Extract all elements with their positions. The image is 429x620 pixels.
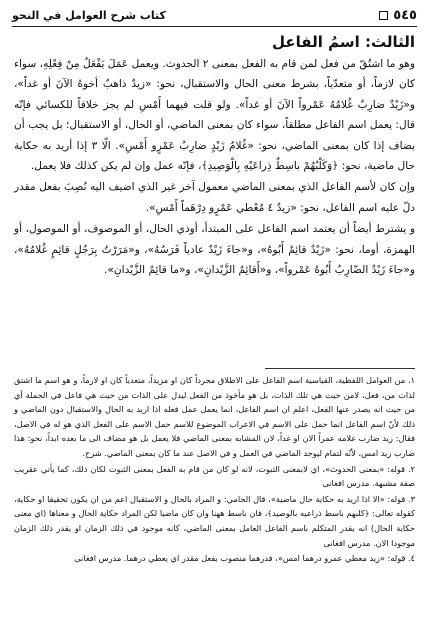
footnote: ١. من العوامل اللفظية، القياسية اسم الفاعل على الاطلاق مجرداً كان او مزيداً، متعدياً كان او لازماً، و هو اسم ما اشتق لذات من، فعل، لامن حيث هي تلك الذات، بل هو مأخوذ من الفعل ليدل على الذات من حيث هي فاعل في الجملة أي من حيث انه يصدر عنها الفعل، اعلم ان اسم الفاعل، انما يعمل عمل فعله اذا اريد به الحال والاستقبال دون الماضي و ذلك لأنّ اسم الفاعل انما حمل على الاسم في الاعراب الموضوع للاسم حمل الاسم على الفعل الذي هو له في الاصل، فقال: زيد ضارب غلامه عمراً الان او غداً، لان المشابه بمعنى الماضي فلا يعمل بل هو مضاف الى ما بعده ابداً، نحو: هذا ضارب زيد امس، لأنّه لتمام ليوجد الماضي في العمل و في الاصل عند ما كان بمعنى الماضي. شرح. — [14, 375, 415, 458]
footnote: ٢. قوله: «بمعنى الحدوث»، اي لابمعنى الثبوت، لانه لو كان من قام به الفعل بمعنى الثبوت لكان ذلك، كما يأتي عقريب صفة مشبهة. مدرس افغانى — [14, 463, 415, 489]
section-heading: الثالث: اسمُ الفاعل — [272, 33, 415, 51]
main-section — [14, 31, 415, 281]
footnotes — [14, 373, 415, 567]
footnote-divider — [265, 368, 415, 369]
body-paragraph: وإن كان لأسم الفاعل الذي بمعنى الماضي معمول آخر غير الذي اضيف اليه نُصِبَ بفعل مقدر دلّ عليه اسم الفاعل، نحو: «زيدٌ ٤ مُعْطي عَمْرٍو دِرْهَماً أَمْسِ». — [14, 181, 415, 214]
header-square-ornament — [379, 11, 388, 20]
footnote: ٣. قوله: «الا اذا اريد به حكاية حال ماضية»، قال الجامي: و المراد بالحال و الاستقبال اعم من ان يكون تحقيقا او حكاية، كقوله تعالى: ﴿كلبهم باسط ذراعيه بالوصيد﴾، فان باسط ههنا وان كان ماضيا لكن المراد حكاية الحال و معناها (اي معنى حكاية الحال) انه يقدر المتكلم باسم الفاعل العامل بمعنى الماضي، كانه موجود في ذلك الزمان او يقدر ذلك الزمان موجودا الان. مدرس افغانى — [14, 493, 415, 548]
body-paragraph: وهو ما اشتُقّ من فعل لمن قام به الفعل بمعنى ٢ الحدوث. ويعمل عَمَلَ يَفْعَلُ مِنْ فِعْلِهِ، سواء كان لازماً، أو متعدّياً، بشرط معنى الحال والاستقبال، نحو: «زيدٌ ذاهبٌ أخوهُ الآنَ أو غداً»، و«زَيْدٌ ضارِبٌ غُلامُهُ عَمْرواً الآنَ أو غداً». ولو قلت فيهما أَمْسِ لم يجز خلافاً للكسائي فإنّه قال: يعمل اسم الفاعل مطلقاً، سواء كان بمعنى الماضي، أو الحال، أو الاستقبال؛ بل يجب أن يضاف إذا كان بمعنى الماضي، نحو: «غُلامُ زَيْدٍ ضارِبُ عَمْرٍو أَمْسِ». الّا ٣ إذا أريد به حكاية حال ماضية، نحو: ﴿وَكَلْبُهُمْ باسِطٌ ذِراعَيْهِ بِالْوَصِيدِ﴾، فإنّه عمل وإن لم يكن كذلك فلا يعمل. — [14, 58, 416, 173]
body-text — [14, 54, 415, 280]
page-number: ٥٤٥ — [393, 7, 417, 23]
header-right — [379, 8, 417, 23]
footnote: ٤. قوله: «زيد معطي عمرو درهما امس»، فدرهما منصوب بفعل مقدر اي يعطي درهما. مدرس افغانى — [74, 553, 415, 564]
page-header — [12, 6, 417, 27]
body-paragraph: و يشترط أيضاً أن يعتمد اسم الفاعل على المبتدأ، أوذي الحال، أو الموصوف، أو الموصول، أو الهمزة، أوما، نحو: «زَيْدٌ قائِمٌ أَبُوهُ»، و«جاءَ زَيْدٌ عادياً فَرَسُهُ»، و«مَرَرْتُ بِرَجُلٍ قائِمٍ غُلامُهُ»، و«جاءَ زَيْدٌ الضّارِبُ أَبُوهُ عَمْرواً»، و«أَقائِمٌ الزَّيْدانِ»، و«ما قائِمٌ الزَّيْدانِ». — [14, 223, 415, 277]
book-title: كتاب شرح العوامل في النحو — [12, 8, 166, 22]
